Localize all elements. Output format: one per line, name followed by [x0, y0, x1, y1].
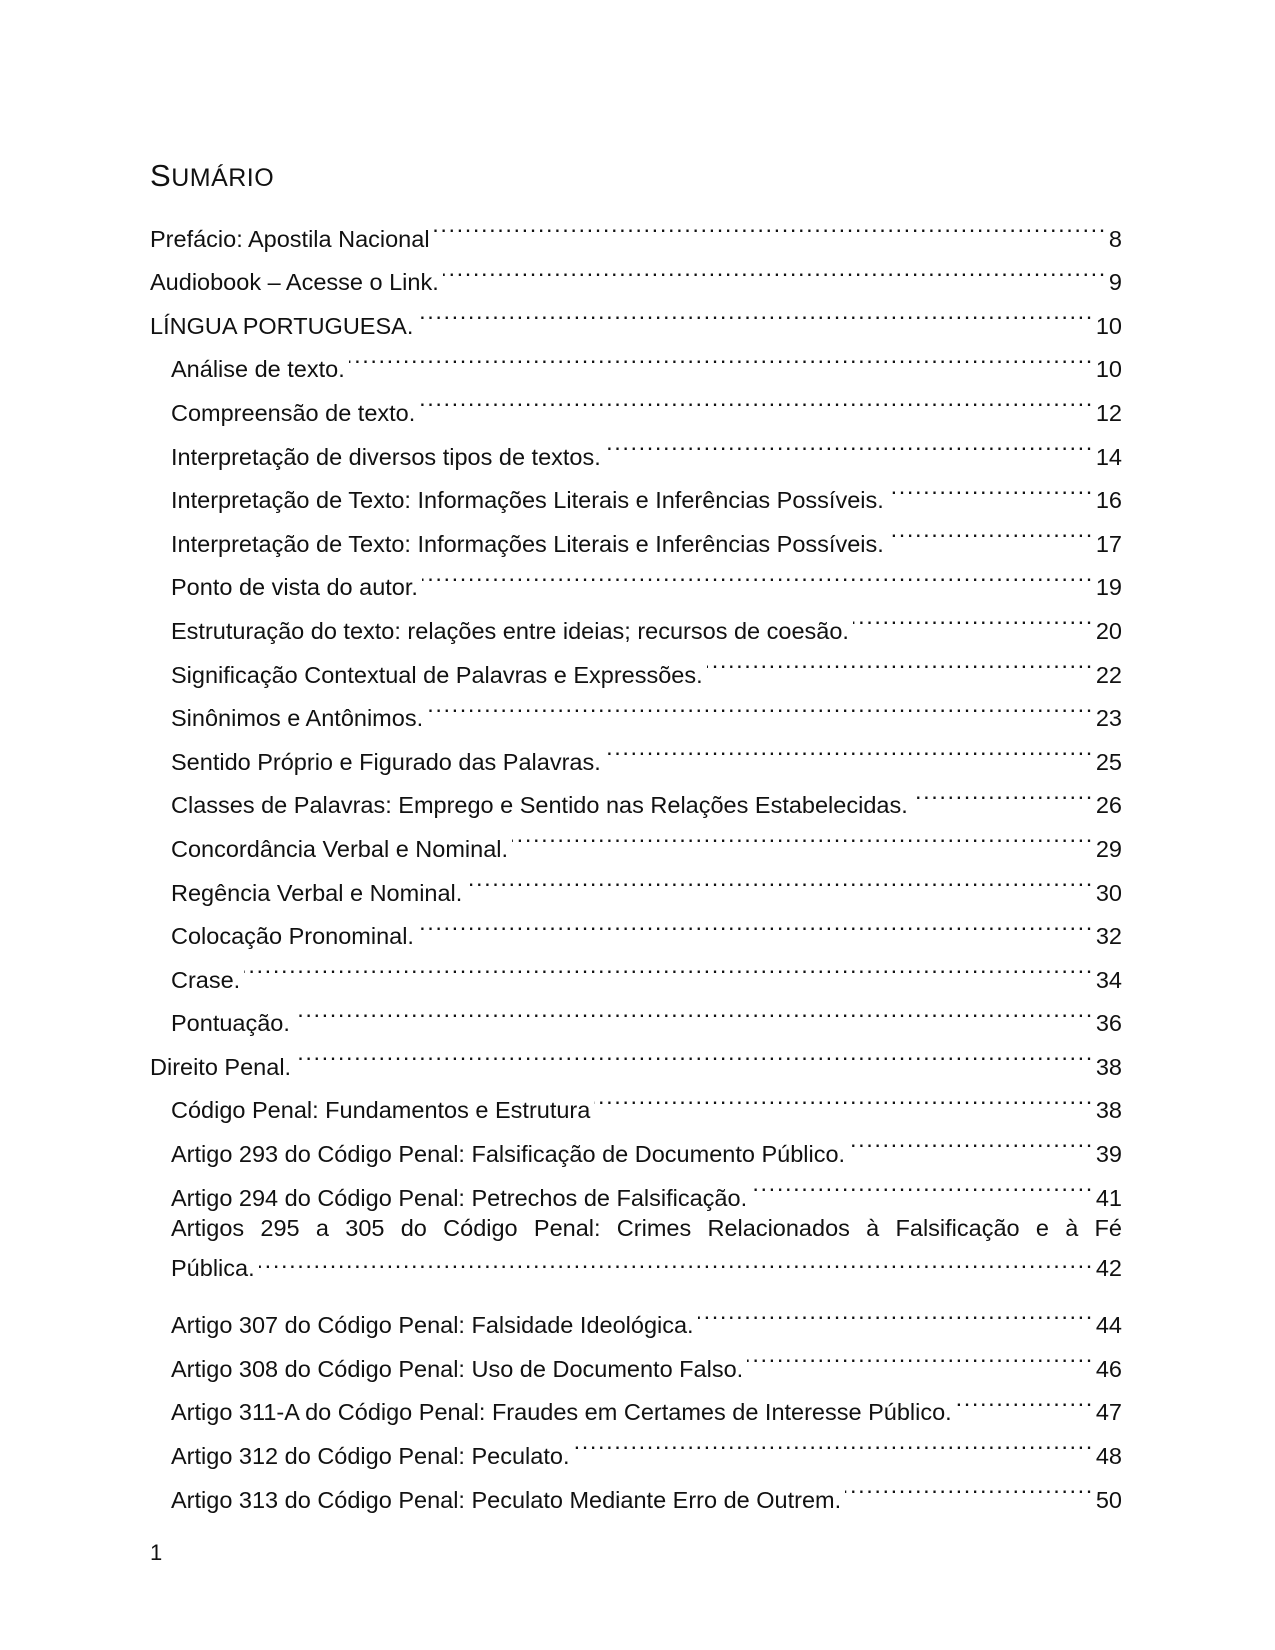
dot-leader: [888, 508, 1094, 552]
toc-entry[interactable]: [150, 1206, 1122, 1290]
toc-page-number: 38: [1095, 1097, 1122, 1124]
toc-entry[interactable]: [150, 290, 1122, 339]
toc-entry[interactable]: [150, 1464, 1122, 1513]
toc-label: Interpretação de diversos tipos de textos.: [171, 443, 601, 470]
dot-leader: [888, 465, 1094, 509]
toc-page-number: 48: [1095, 1443, 1122, 1470]
dot-leader: [605, 421, 1094, 465]
toc-page-number: 10: [1095, 356, 1122, 383]
title-rest: UMÁRIO: [171, 164, 275, 192]
toc-label: Crase.: [171, 966, 241, 993]
dot-leader: [849, 1118, 1094, 1162]
toc-page-number: 17: [1095, 530, 1122, 557]
dot-leader: [605, 726, 1094, 770]
toc-label: Artigo 293 do Código Penal: Falsificação de Documento Público.: [171, 1141, 846, 1168]
toc-label: Artigo 311-A do Código Penal: Fraudes em Certames de Interesse Público.: [171, 1399, 952, 1426]
toc-label: Classes de Palavras: Emprego e Sentido nas Relações Estabelecidas.: [171, 792, 908, 819]
toc-page-number: 16: [1095, 487, 1122, 514]
toc-page-number: 32: [1095, 923, 1122, 950]
toc-label: Sentido Próprio e Figurado das Palavras.: [171, 748, 601, 775]
toc-page-number: 29: [1095, 835, 1122, 862]
toc-page-number: 22: [1095, 661, 1122, 688]
toc-label: Direito Penal.: [150, 1053, 292, 1080]
toc-page-number: 50: [1095, 1486, 1122, 1513]
page-number: 1: [150, 1540, 163, 1565]
dot-leader: [349, 334, 1094, 378]
dot-leader: [418, 901, 1094, 945]
toc-entry[interactable]: [150, 247, 1122, 296]
toc-page-number: 38: [1095, 1053, 1122, 1080]
dot-leader: [707, 639, 1094, 683]
dot-leader: [747, 1333, 1094, 1377]
toc-entry[interactable]: [150, 1118, 1122, 1168]
toc-entry[interactable]: [150, 901, 1122, 950]
toc-entry[interactable]: [150, 1420, 1122, 1470]
dot-leader: [573, 1420, 1093, 1464]
toc-entry[interactable]: [150, 1162, 1122, 1211]
toc-page-number: 46: [1095, 1355, 1122, 1382]
toc-page-number: 10: [1095, 312, 1122, 339]
dot-leader: [295, 1031, 1094, 1075]
toc-label: Regência Verbal e Nominal.: [171, 879, 463, 906]
toc-page-number: 8: [1108, 225, 1122, 252]
toc-entry[interactable]: [150, 1290, 1122, 1339]
toc-label: Audiobook – Acesse o Link.: [150, 269, 439, 296]
toc-page-number: 39: [1095, 1141, 1122, 1168]
toc-label: LÍNGUA PORTUGUESA.: [150, 312, 414, 339]
toc-label: Artigo 312 do Código Penal: Peculato.: [171, 1443, 570, 1470]
dot-leader: [244, 944, 1094, 988]
toc-label: Concordância Verbal e Nominal.: [171, 835, 509, 862]
toc-label: Estruturação do texto: relações entre ideias; recursos de coesão.: [171, 617, 849, 644]
toc-entry[interactable]: [150, 726, 1122, 775]
dot-leader: [698, 1290, 1094, 1334]
dot-leader: [594, 1075, 1094, 1119]
toc-label: Colocação Pronominal.: [171, 923, 414, 950]
toc-label: Artigo 313 do Código Penal: Peculato Mediante Erro de Outrem.: [171, 1486, 842, 1513]
toc-label: Significação Contextual de Palavras e Expressões.: [171, 661, 703, 688]
dot-leader: [259, 1244, 1094, 1276]
toc-label: Sinônimos e Antônimos.: [171, 705, 424, 732]
dot-leader: [853, 595, 1094, 639]
dot-leader: [751, 1162, 1094, 1206]
toc-page-number: 23: [1095, 705, 1122, 732]
page-title: [150, 158, 274, 194]
toc-entry[interactable]: [150, 1333, 1122, 1382]
dot-leader: [956, 1377, 1094, 1421]
toc-page-number: 36: [1095, 1010, 1122, 1037]
dot-leader: [466, 857, 1094, 901]
toc-label: Artigo 308 do Código Penal: Uso de Documento Falso.: [171, 1355, 744, 1382]
toc-label: Artigo 294 do Código Penal: Petrechos de Falsificação.: [171, 1184, 748, 1211]
toc-label: Artigos 295 a 305 do Código Penal: Crimes Relacionados à Falsificação e à Fé: [171, 1214, 1122, 1241]
dot-leader: [912, 770, 1094, 814]
toc-entry[interactable]: [150, 334, 1122, 383]
toc-entry[interactable]: [150, 857, 1122, 906]
dot-leader: [422, 552, 1094, 596]
toc-label: Código Penal: Fundamentos e Estrutura: [171, 1097, 591, 1124]
toc-entry[interactable]: [150, 944, 1122, 993]
toc-label: Interpretação de Texto: Informações Literais e Inferências Possíveis.: [171, 487, 884, 514]
dot-leader: [427, 683, 1094, 727]
toc-entry[interactable]: [150, 1377, 1122, 1426]
toc-page-number: 14: [1095, 443, 1122, 470]
toc-page-number: 41: [1095, 1184, 1122, 1211]
toc-entry[interactable]: [150, 377, 1122, 426]
dot-leader: [443, 247, 1107, 291]
toc-page-number: 30: [1095, 879, 1122, 906]
toc-entry[interactable]: [150, 421, 1122, 470]
toc-label-continued: Pública.: [171, 1254, 255, 1281]
toc-entry[interactable]: [150, 1075, 1122, 1124]
toc-entry[interactable]: [150, 552, 1122, 601]
toc-label: Análise de texto.: [171, 356, 345, 383]
dot-leader: [417, 290, 1094, 334]
toc-page-number: 44: [1095, 1312, 1122, 1339]
toc-page-number: 26: [1095, 792, 1122, 819]
toc-label: Ponto de vista do autor.: [171, 574, 418, 601]
dot-leader: [434, 203, 1107, 247]
table-of-contents: [150, 203, 1122, 1513]
toc-entry[interactable]: [150, 813, 1122, 862]
toc-page-number: 19: [1095, 574, 1122, 601]
toc-entry[interactable]: [150, 770, 1122, 819]
toc-label: Prefácio: Apostila Nacional: [150, 225, 430, 252]
toc-label: Pontuação.: [171, 1010, 290, 1037]
toc-entry[interactable]: [150, 639, 1122, 688]
dot-leader: [294, 988, 1094, 1032]
toc-entry[interactable]: [150, 508, 1122, 557]
title-initial: S: [150, 158, 172, 193]
dot-leader: [512, 813, 1094, 857]
toc-entry[interactable]: [150, 595, 1122, 644]
toc-entry[interactable]: [150, 203, 1122, 252]
toc-page-number: 47: [1095, 1399, 1122, 1426]
toc-page-number: 34: [1095, 966, 1122, 993]
toc-label: Interpretação de Texto: Informações Literais e Inferências Possíveis.: [171, 530, 884, 557]
toc-label: Artigo 307 do Código Penal: Falsidade Ideológica.: [171, 1312, 694, 1339]
toc-page-number: 20: [1095, 617, 1122, 644]
toc-label: Compreensão de texto.: [171, 399, 416, 426]
toc-entry[interactable]: [150, 683, 1122, 732]
toc-entry[interactable]: [150, 988, 1122, 1037]
toc-page-number: 42: [1095, 1254, 1122, 1281]
toc-page-number: 25: [1095, 748, 1122, 775]
dot-leader: [845, 1464, 1094, 1508]
toc-entry[interactable]: [150, 465, 1122, 514]
toc-page-number: 9: [1108, 269, 1122, 296]
toc-entry[interactable]: [150, 1031, 1122, 1080]
dot-leader: [419, 377, 1094, 421]
toc-page-number: 12: [1095, 399, 1122, 426]
